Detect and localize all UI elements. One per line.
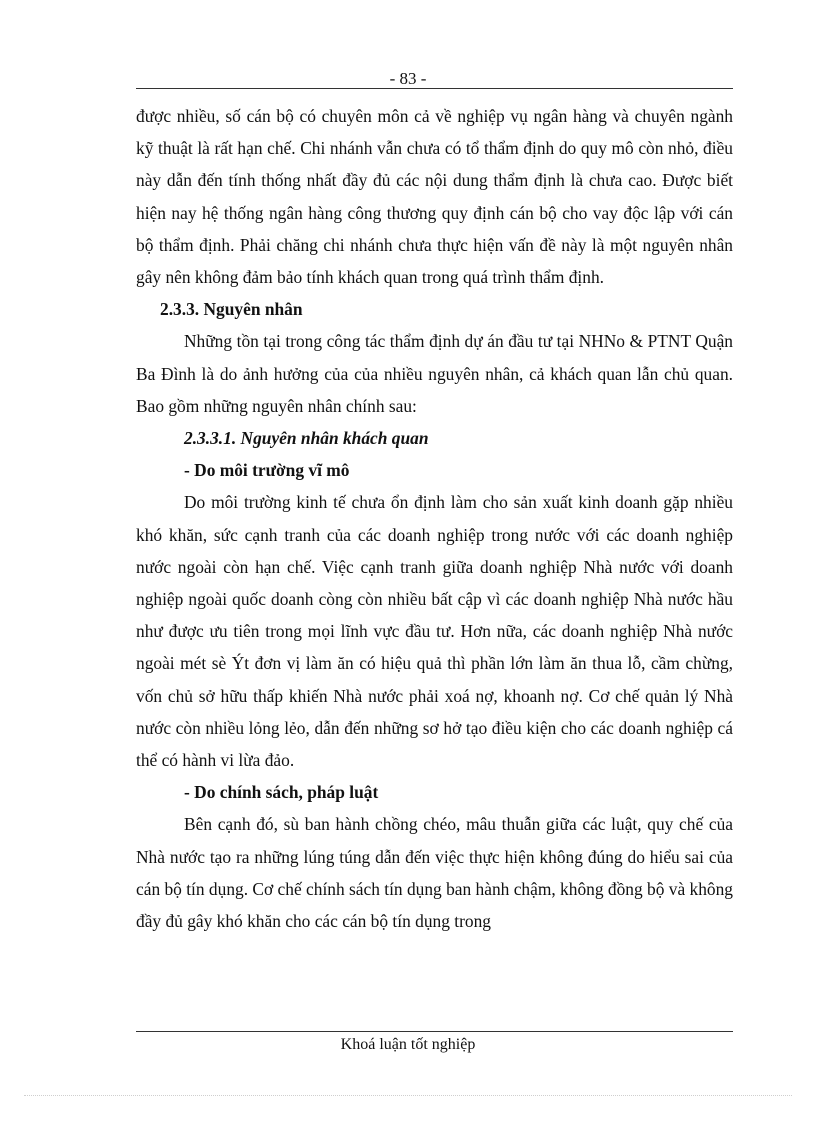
bullet-heading-policy: - Do chính sách, pháp luật xyxy=(184,782,379,803)
section-heading: 2.3.3. Nguyên nhân xyxy=(160,299,303,320)
footer-text: Khoá luận tốt nghiệp xyxy=(340,1036,476,1053)
paragraph-macro: Do môi trường kinh tế chưa ổn định làm cho sản xuất kinh doanh gặp nhiều khó khăn, sức cạnh tranh của các doanh nghiệp trong nước với các doanh nghiệp nước ngoài còn hạn chế. Việc cạnh tranh giữa doanh nghiệp Nhà nước với doanh nghiệp ngoài quốc doanh còng còn nhiều bất cập vì các doanh nghiệp Nhà nước hầu như được ưu tiên trong mọi lĩnh vực đầu tư. Hơn nữa, các doanh nghiệp Nhà nước ngoài mét sè Ýt đơn vị làm ăn có hiệu quả thì phần lớn làm ăn thua lỗ, cầm chừng, vốn chủ sở hữu thấp khiến Nhà nước phải xoá nợ, khoanh nợ. Cơ chế quản lý Nhà nước còn nhiều lỏng lẻo, dẫn đến những sơ hở tạo điều kiện cho các doanh nghiệp cá thể có hành vi lừa đảo. xyxy=(136,492,733,771)
footer-rule xyxy=(136,1031,733,1032)
subsection-heading: 2.3.3.1. Nguyên nhân khách quan xyxy=(184,428,429,449)
page-edge-dotted-line xyxy=(24,1095,792,1096)
bullet-heading-macro: - Do môi trường vĩ mô xyxy=(184,460,350,481)
page-number: - 83 - xyxy=(389,69,427,88)
header-rule xyxy=(136,88,733,89)
paragraph-continuation: được nhiều, số cán bộ có chuyên môn cả về nghiệp vụ ngân hàng và chuyên ngành kỹ thuật là rất hạn chế. Chi nhánh vẫn chưa có tổ thẩm định do quy mô còn nhỏ, điều này dẫn đến tính thống nhất đầy đủ các nội dung thẩm định là chưa cao. Được biết hiện nay hệ thống ngân hàng công thương quy định cán bộ cho vay độc lập với cán bộ thẩm định. Phải chăng chi nhánh chưa thực hiện vấn đề này là một nguyên nhân gây nên không đảm bảo tính khách quan trong quá trình thẩm định. xyxy=(136,106,733,288)
paragraph-intro: Những tồn tại trong công tác thẩm định dự án đầu tư tại NHNo & PTNT Quận Ba Đình là do ảnh hưởng của của nhiều nguyên nhân, cả khách quan lẫn chủ quan. Bao gồm những nguyên nhân chính sau: xyxy=(136,331,733,416)
paragraph-policy: Bên cạnh đó, sù ban hành chồng chéo, mâu thuẫn giữa các luật, quy chế của Nhà nước tạo ra những lúng túng dẫn đến việc thực hiện không đúng do hiểu sai của cán bộ tín dụng. Cơ chế chính sách tín dụng ban hành chậm, không đồng bộ và không đầy đủ gây khó khăn cho các cán bộ tín dụng trong xyxy=(136,814,733,932)
document-body xyxy=(136,100,733,937)
